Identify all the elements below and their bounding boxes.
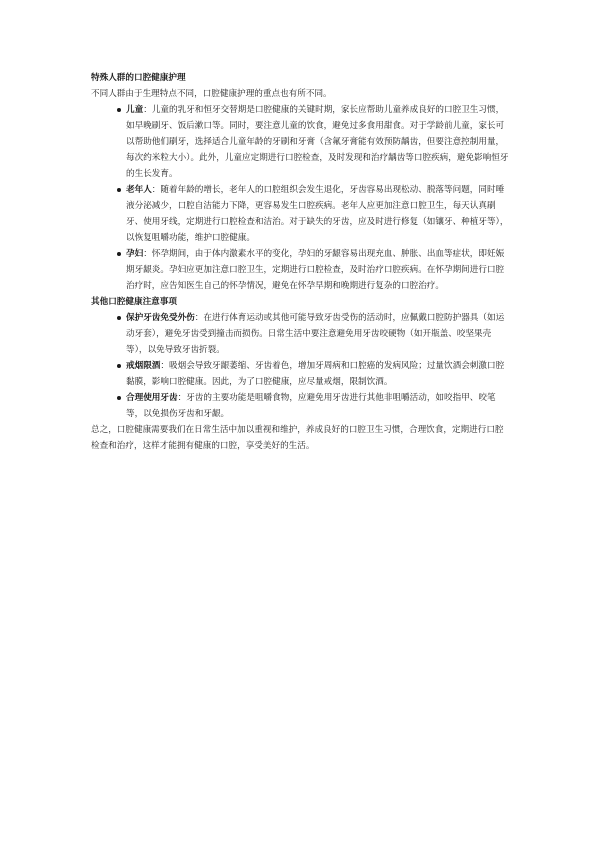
item-text: 吸烟会导致牙龈萎缩、牙齿着色，增加牙周病和口腔癌的发病风险；过量饮酒会刺激口腔黏膜，影响口腔健康。因此，为了口腔健康，应尽量戒烟，限制饮酒。 <box>126 361 505 387</box>
item-term: 孕妇 <box>126 249 144 259</box>
bullet-icon <box>117 316 121 320</box>
item-separator: ： <box>143 249 152 259</box>
item-separator: ： <box>151 185 161 195</box>
list-item-pregnant <box>91 246 511 294</box>
bullet-icon <box>117 364 121 368</box>
list-item-quit-smoking <box>91 358 511 390</box>
bullet-icon <box>117 396 121 400</box>
item-text: 儿童的乳牙和恒牙交替期是口腔健康的关键时期，家长应帮助儿童养成良好的口腔卫生习惯，如早晚刷牙、饭后漱口等。同时，要注意儿童的饮食，避免过多食用甜食。对于学龄前儿童，家长可以帮助他们刷牙，选择适合儿童年龄的牙刷和牙膏（含氟牙膏能有效预防龋齿，但要注意控制用量，每次约米粒大小）。此外，儿童应定期进行口腔检查，及时发现和治疗龋齿等口腔疾病，避免影响恒牙的生长发育。 <box>126 105 509 179</box>
list-item-proper-use <box>91 390 511 422</box>
conclusion-paragraph: 总之，口腔健康需要我们在日常生活中加以重视和维护，养成良好的口腔卫生习惯，合理饮食，定期进行口腔检查和治疗，这样才能拥有健康的口腔，享受美好的生活。 <box>91 425 504 451</box>
section-title-special-groups: 特殊人群的口腔健康护理 <box>91 73 186 83</box>
bullet-icon <box>117 188 121 192</box>
item-separator: ： <box>194 313 204 323</box>
list-item-children <box>91 102 511 182</box>
document-body <box>91 70 511 454</box>
section-title-other-notes: 其他口腔健康注意事项 <box>91 297 177 307</box>
item-text: 怀孕期间，由于体内激素水平的变化，孕妇的牙龈容易出现充血、肿胀、出血等症状，即妊娠期牙龈炎。孕妇应更加注意口腔卫生，定期进行口腔检查，及时治疗口腔疾病。在怀孕期间进行口腔治疗时，应告知医生自己的怀孕情况，避免在怀孕早期和晚期进行复杂的口腔治疗。 <box>126 249 505 291</box>
bullet-icon <box>117 252 121 256</box>
list-item-elderly <box>91 182 511 246</box>
item-text: 随着年龄的增长，老年人的口腔组织会发生退化，牙齿容易出现松动、脱落等问题，同时唾液分泌减少，口腔自洁能力下降，更容易发生口腔疾病。老年人应更加注意口腔卫生，每天认真刷牙、使用牙线，定期进行口腔检查和洁治。对于缺失的牙齿，应及时进行修复（如镶牙、种植牙等），以恢复咀嚼功能，维护口腔健康。 <box>126 185 509 243</box>
section-intro: 不同人群由于生理特点不同，口腔健康护理的重点也有所不同。 <box>91 89 332 99</box>
item-separator: ： <box>177 393 187 403</box>
item-term: 戒烟限酒 <box>126 361 161 371</box>
item-term: 老年人 <box>126 185 152 195</box>
other-notes-list <box>91 310 511 422</box>
item-text: 牙齿的主要功能是咀嚼食物，应避免用牙齿进行其他非咀嚼活动，如咬指甲、咬笔等，以免损伤牙齿和牙龈。 <box>126 393 496 419</box>
item-separator: ： <box>143 105 152 115</box>
list-item-protect-teeth <box>91 310 511 358</box>
item-term: 保护牙齿免受外伤 <box>126 313 195 323</box>
bullet-icon <box>117 108 121 112</box>
item-term: 儿童 <box>126 105 144 115</box>
item-separator: ： <box>160 361 169 371</box>
item-term: 合理使用牙齿 <box>126 393 178 403</box>
item-text: 在进行体育运动或其他可能导致牙齿受伤的活动时，应佩戴口腔防护器具（如运动牙套），避免牙齿受到撞击而损伤。日常生活中要注意避免用牙齿咬硬物（如开瓶盖、咬坚果壳等），以免导致牙齿折裂。 <box>126 313 505 355</box>
special-groups-list <box>91 102 511 294</box>
